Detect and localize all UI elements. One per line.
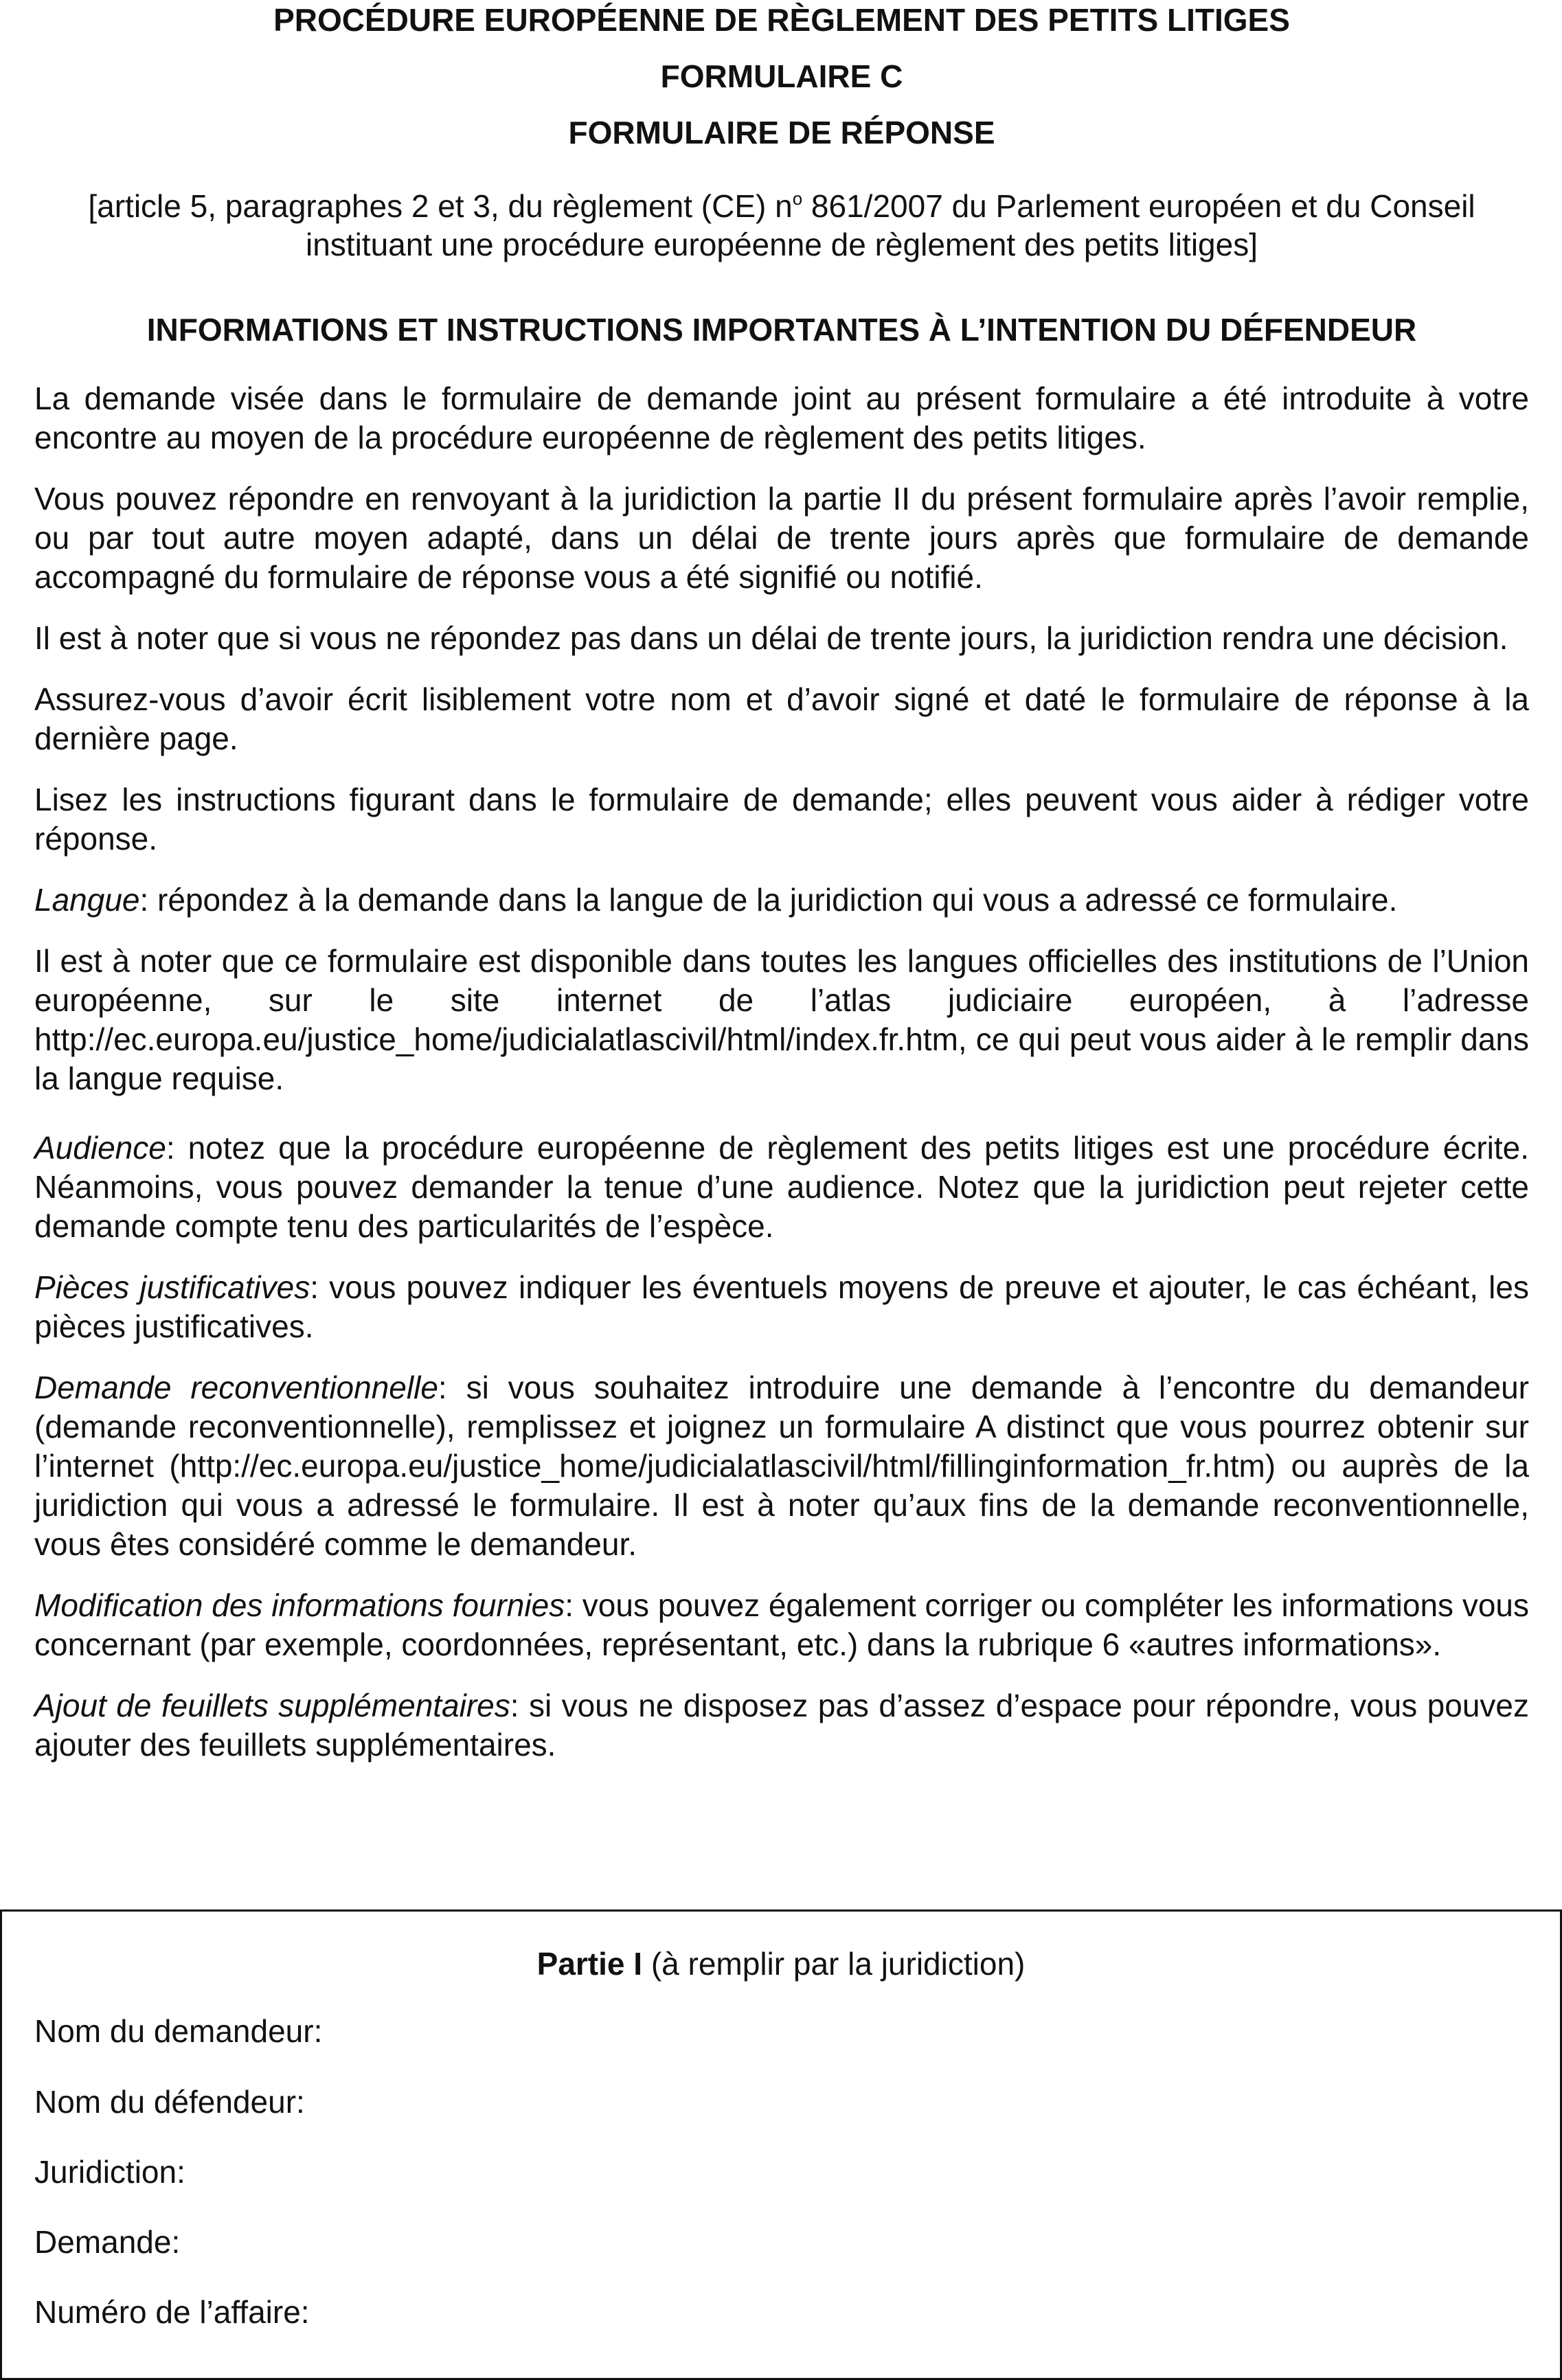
form-title: PROCÉDURE EUROPÉENNE DE RÈGLEMENT DES PETITS LITIGES [273,2,1290,38]
instruction-language: Langue: répondez à la demande dans la langue de la juridiction qui vous a adressé ce formulaire. [34,882,1398,918]
instruction-paragraph: Assurez-vous d’avoir écrit lisiblement votre nom et d’avoir signé et daté le formulaire de réponse à la dernière page. [34,681,1529,756]
case-number-field[interactable]: Numéro de l’affaire: [34,2294,310,2330]
instruction-paragraph: Vous pouvez répondre en renvoyant à la juridiction la partie II du présent formulaire après l’avoir remplie, ou par tout autre moyen adapté, dans un délai de trente jours après que formulaire de demande accompagné du formulaire de réponse vous a été signifié ou notifié. [34,481,1529,595]
instruction-supporting-documents: Pièces justificatives: vous pouvez indiquer les éventuels moyens de preuve et ajouter, le cas échéant, les pièces justificatives. [34,1269,1529,1344]
instruction-paragraph: Lisez les instructions figurant dans le formulaire de demande; elles peuvent vous aider à rédiger votre réponse. [34,782,1529,857]
claimant-name-field[interactable]: Nom du demandeur: [34,2013,323,2049]
form-page [34,0,1529,1765]
instruction-extra-sheets: Ajout de feuillets supplémentaires: si vous ne disposez pas d’assez d’espace pour répondre, vous pouvez ajouter des feuillets supplémentaires. [34,1688,1530,1763]
instruction-availability: Il est à noter que ce formulaire est disponible dans toutes les langues officielles des institutions de l’Union européenne, sur le site internet de l’atlas judiciaire européen, à l’adresse http://ec.europa.eu/justice_home/judicialatlascivil/html/index.fr.htm, ce qui peut vous aider à le remplir dans la langue requise. [34,943,1529,1096]
part-one-title: Partie I (à remplir par la juridiction) [536,1946,1026,1982]
instruction-paragraph: Il est à noter que si vous ne répondez pas dans un délai de trente jours, la juridiction rendra une décision. [34,620,1508,656]
instruction-hearing: Audience: notez que la procédure européenne de règlement des petits litiges est une procédure écrite. Néanmoins, vous pouvez demander la tenue d’une audience. Notez que la juridiction peut rejeter cette demande compte tenu des particularités de l’espèce. [34,1130,1529,1244]
instruction-counterclaim: Demande reconventionnelle: si vous souhaitez introduire une demande à l’encontre du demandeur (demande reconventionnelle), remplissez et joignez un formulaire A distinct que vous pourrez obtenir sur l’internet (http://ec.europa.eu/justice_home/judicialatlascivil/html/fillinginformation_fr.htm) ou auprès de la juridiction qui vous a adressé le formulaire. Il est à noter qu’aux fins de la demande reconventionnelle, vous êtes considéré comme le demandeur. [34,1370,1529,1562]
regulation-reference: [article 5, paragraphes 2 et 3, du règlement (CE) $n^o$ 861/2007 du Parlement européen et du Conseil instituant une procédure européenne de règlement des petits litiges] [88,188,1475,262]
instruction-paragraph: La demande visée dans le formulaire de demande joint au présent formulaire a été introduite à votre encontre au moyen de la procédure européenne de règlement des petits litiges. [34,381,1529,455]
instructions-heading: INFORMATIONS ET INSTRUCTIONS IMPORTANTES À L’INTENTION DU DÉFENDEUR [146,312,1417,348]
defendant-name-field[interactable]: Nom du défendeur: [34,2084,305,2120]
form-code: FORMULAIRE C [660,58,903,94]
court-field[interactable]: Juridiction: [34,2154,185,2190]
form-subtitle: FORMULAIRE DE RÉPONSE [568,115,995,150]
instruction-modification: Modification des informations fournies: vous pouvez également corriger ou compléter les informations vous concernant (par exemple, coordonnées, représentant, etc.) dans la rubrique 6 «autres informations». [34,1587,1529,1662]
part-one-box [0,1909,1562,2380]
claim-field[interactable]: Demande: [34,2224,181,2260]
